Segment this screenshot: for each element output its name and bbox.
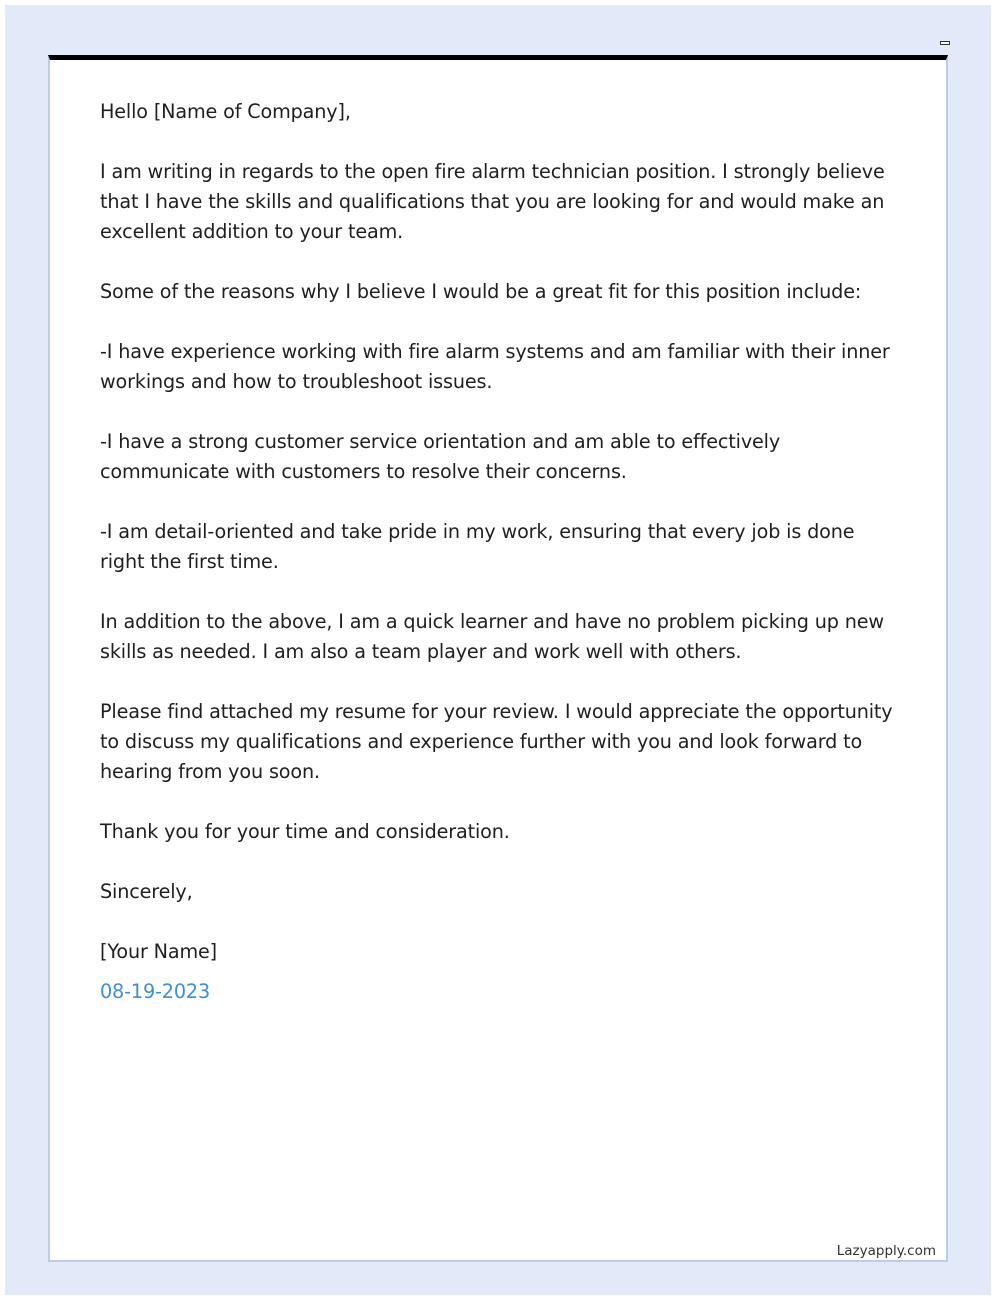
letter-bullet-customer-service: -I have a strong customer service orientation and am able to effectively communicate with customers to resolve their concerns. xyxy=(100,430,781,483)
letter-paragraph-intro: I am writing in regards to the open fire alarm technician position. I strongly believe that I have the skills and qualifications that you are looking for and would make an excellent addition to your team. xyxy=(100,160,885,243)
letter-page xyxy=(48,55,948,1262)
letter-bullet-experience: -I have experience working with fire alarm systems and am familiar with their inner workings and how to troubleshoot issues. xyxy=(100,340,890,393)
letter-paragraph-reasons: Some of the reasons why I believe I would be a great fit for this position include: xyxy=(100,280,862,303)
letter-date: 08-19-2023 xyxy=(100,980,211,1003)
letter-paragraph-additional: In addition to the above, I am a quick learner and have no problem picking up new skills as needed. I am also a team player and work well with others. xyxy=(100,610,884,663)
letter-closing: Sincerely, xyxy=(100,880,193,903)
letter-signature: [Your Name] xyxy=(100,940,217,963)
cover-letter-body xyxy=(100,97,900,1007)
footer-brand: Lazyapply.com xyxy=(836,1243,936,1259)
letter-paragraph-resume: Please find attached my resume for your review. I would appreciate the opportunity to discuss my qualifications and experience further with you and look forward to hearing from you soon. xyxy=(100,700,893,783)
letter-greeting: Hello [Name of Company], xyxy=(100,100,351,123)
letter-bullet-detail: -I am detail-oriented and take pride in my work, ensuring that every job is done right the first time. xyxy=(100,520,855,573)
letter-paragraph-thanks: Thank you for your time and consideration. xyxy=(100,820,510,843)
minimize-icon[interactable] xyxy=(940,41,950,45)
